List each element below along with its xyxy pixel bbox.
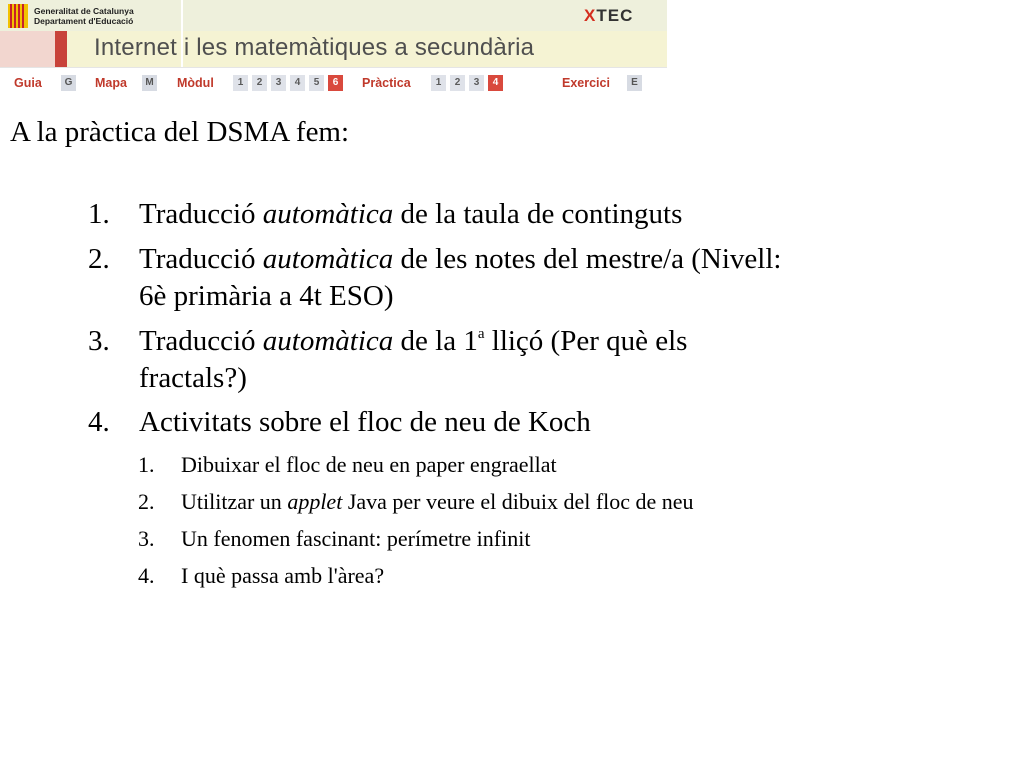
xtec-logo-rest: TEC [596,6,634,25]
title-bar-accent-pale [0,31,55,67]
list-text: Traducció automàtica de les notes del mestre/a (Nivell: 6è primària a 4t ESO) [139,243,782,312]
nav-modul-page[interactable]: 4 [290,75,305,91]
nav-exercici-key[interactable]: E [627,75,642,91]
nav-practica-page-active[interactable]: 4 [488,75,503,91]
top-bar [0,0,667,31]
title-bar [0,31,667,67]
nav-practica-page[interactable]: 3 [469,75,484,91]
sub-list-text: Un fenomen fascinant: perímetre infinit [181,526,531,551]
sub-list-number: 4. [138,563,155,588]
nav-modul-page[interactable]: 2 [252,75,267,91]
nav-practica[interactable]: Pràctica [362,76,411,90]
xtec-banner [0,0,667,95]
nav-modul-page-active[interactable]: 6 [328,75,343,91]
course-nav [0,67,667,95]
gencat-text [34,6,134,26]
sub-list-number: 3. [138,526,155,551]
list-number: 4. [88,406,110,438]
site-title: Internet i les matemàtiques a secundària [94,34,535,61]
sub-list-text: Dibuixar el floc de neu en paper engraellat [181,452,557,477]
xtec-logo[interactable] [584,6,633,26]
sub-list-number: 2. [138,489,155,514]
nav-practica-page[interactable]: 2 [450,75,465,91]
superscript: a [477,326,485,342]
list-text: Activitats sobre el floc de neu de Koch [139,406,591,438]
nav-modul-page[interactable]: 3 [271,75,286,91]
gencat-brand[interactable] [8,3,134,29]
sub-list-text: I què passa amb l'àrea? [181,563,385,588]
nav-modul-page[interactable]: 5 [309,75,324,91]
list-text: Traducció automàtica de la 1$^a$ lliçó (Per què els fractals?) [139,325,688,394]
list-number: 1. [88,198,110,230]
emphasis: applet [287,489,343,514]
list-text: Traducció automàtica de la taula de continguts [139,198,683,230]
list-number: 2. [88,243,110,275]
title-bar-accent [55,31,67,67]
nav-modul[interactable]: Mòdul [177,76,214,90]
xtec-logo-x: X [584,6,597,25]
nav-mapa-key[interactable]: M [142,75,157,91]
nav-practica-page[interactable]: 1 [431,75,446,91]
divider [181,0,183,31]
sub-list-text: Utilitzar un applet Java per veure el dibuix del floc de neu [181,489,694,514]
nav-exercici[interactable]: Exercici [562,76,610,90]
emphasis: automàtica [262,198,394,230]
nav-modul-page[interactable]: 1 [233,75,248,91]
gencat-logo-icon [8,4,28,28]
nav-guia-key[interactable]: G [61,75,76,91]
dept-name: Departament d'Educació [34,16,134,26]
nav-guia[interactable]: Guia [14,76,42,90]
list-number: 3. [88,325,110,357]
sub-list-number: 1. [138,452,155,477]
slide-heading: A la pràctica del DSMA fem: [10,116,350,148]
org-name: Generalitat de Catalunya [34,6,134,16]
emphasis: automàtica [262,325,394,357]
nav-mapa[interactable]: Mapa [95,76,127,90]
emphasis: automàtica [262,243,394,275]
